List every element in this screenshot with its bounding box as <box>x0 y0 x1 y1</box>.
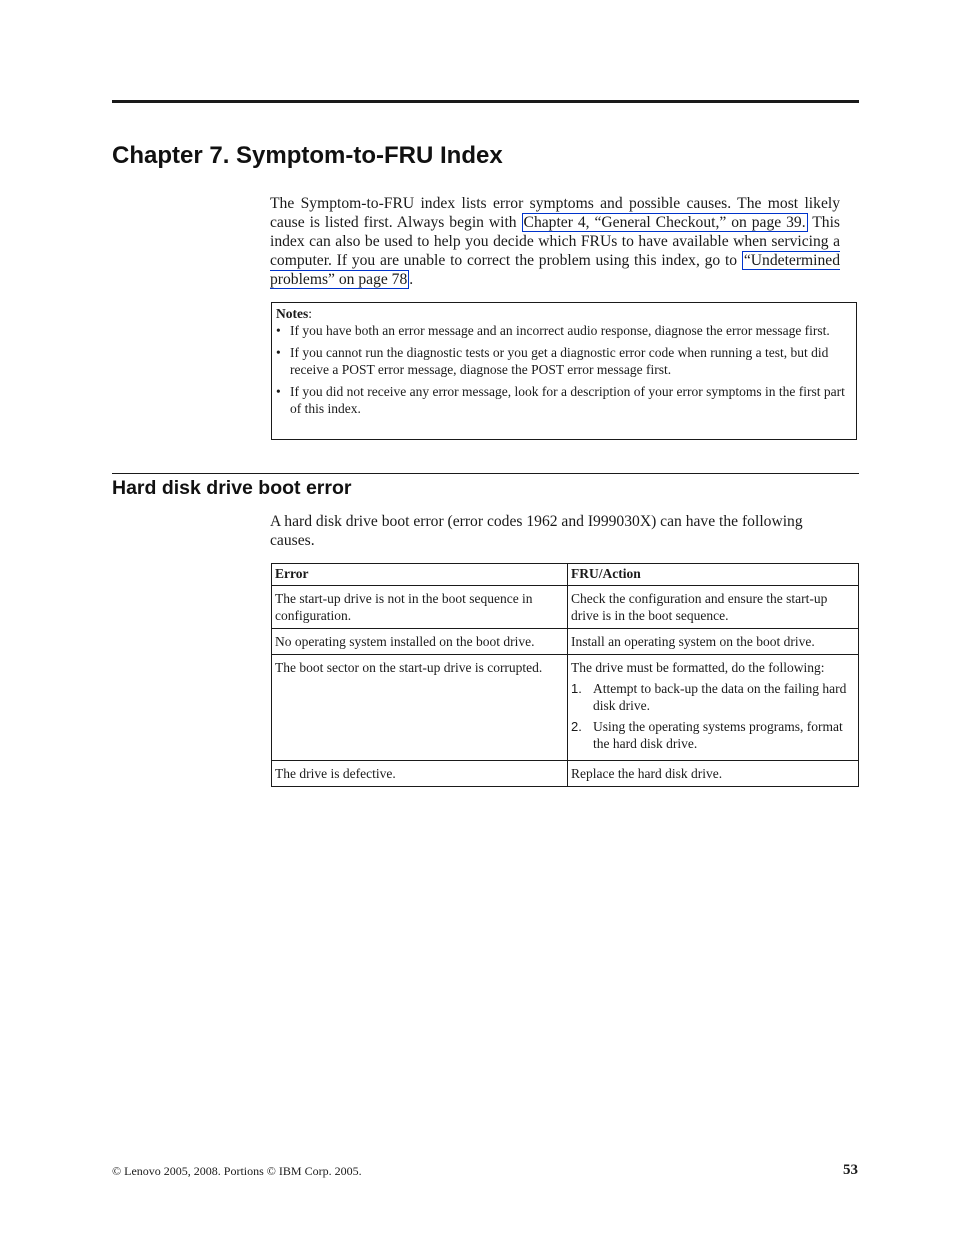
notes-list <box>276 322 850 417</box>
intro-text-2: This index can also be used to help you decide which FRUs to have available when servicing a computer. If you are unable to correct the problem using this index, go to <box>270 214 840 269</box>
action-text: The drive must be formatted, do the following: <box>571 660 825 675</box>
undetermined-problems-link[interactable]: “Undetermined problems” on page 78 <box>270 252 840 288</box>
table-row <box>272 655 859 761</box>
step-text: Using the operating systems programs, format the hard disk drive. <box>593 719 843 751</box>
note-text: If you have both an error message and an incorrect audio response, diagnose the error message first. <box>290 323 830 338</box>
step-number: 1. <box>571 681 582 696</box>
bullet-icon: • <box>276 384 281 399</box>
step-item <box>571 680 853 714</box>
footer-copyright: © Lenovo 2005, 2008. Portions © IBM Corp. 2005. <box>112 1164 362 1178</box>
notes-box <box>271 302 857 440</box>
table-row <box>272 586 859 629</box>
note-item <box>276 383 850 417</box>
error-cell: The drive is defective. <box>272 761 568 787</box>
step-text: Attempt to back-up the data on the failing hard disk drive. <box>593 681 847 713</box>
intro-text-3: . <box>409 271 414 288</box>
page-number: 53 <box>843 1162 858 1178</box>
error-cell: The start-up drive is not in the boot sequence in configuration. <box>272 586 568 629</box>
error-cell: The boot sector on the start-up drive is corrupted. <box>272 655 568 761</box>
notes-title: Notes <box>276 306 309 321</box>
general-checkout-link[interactable]: Chapter 4, “General Checkout,” on page 39. <box>523 214 806 231</box>
intro-text-1: The Symptom-to-FRU index lists error symptoms and possible causes. The most likely cause is listed first. Always begin with <box>270 195 840 231</box>
note-item <box>276 322 850 339</box>
action-cell: Install an operating system on the boot drive. <box>568 629 859 655</box>
note-text: If you did not receive any error message, look for a description of your error symptoms in the first part of this index. <box>290 384 845 416</box>
note-text: If you cannot run the diagnostic tests or you get a diagnostic error code when running a test, but did receive a POST error message, diagnose the POST error message first. <box>290 345 829 377</box>
step-item <box>571 718 853 752</box>
action-cell: Replace the hard disk drive. <box>568 761 859 787</box>
table-row <box>272 761 859 787</box>
section-title: Hard disk drive boot error <box>112 477 352 499</box>
section-rule <box>112 473 859 474</box>
column-header-fru-action: FRU/Action <box>568 564 859 586</box>
action-cell <box>568 655 859 761</box>
step-number: 2. <box>571 719 582 734</box>
symptom-fru-table <box>271 563 859 787</box>
error-cell: No operating system installed on the boot drive. <box>272 629 568 655</box>
section-intro: A hard disk drive boot error (error codes 1962 and I999030X) can have the following causes. <box>270 513 803 549</box>
notes-colon: : <box>308 306 313 321</box>
table-header-row <box>272 564 859 586</box>
bullet-icon: • <box>276 345 281 360</box>
notes-heading <box>276 305 850 322</box>
top-rule <box>112 100 859 103</box>
chapter-title: Chapter 7. Symptom-to-FRU Index <box>112 142 503 169</box>
note-item <box>276 344 850 378</box>
action-cell: Check the configuration and ensure the start-up drive is in the boot sequence. <box>568 586 859 629</box>
intro-paragraph <box>270 194 840 289</box>
bullet-icon: • <box>276 323 281 338</box>
action-steps <box>571 680 853 752</box>
column-header-error: Error <box>272 564 568 586</box>
table-row <box>272 629 859 655</box>
